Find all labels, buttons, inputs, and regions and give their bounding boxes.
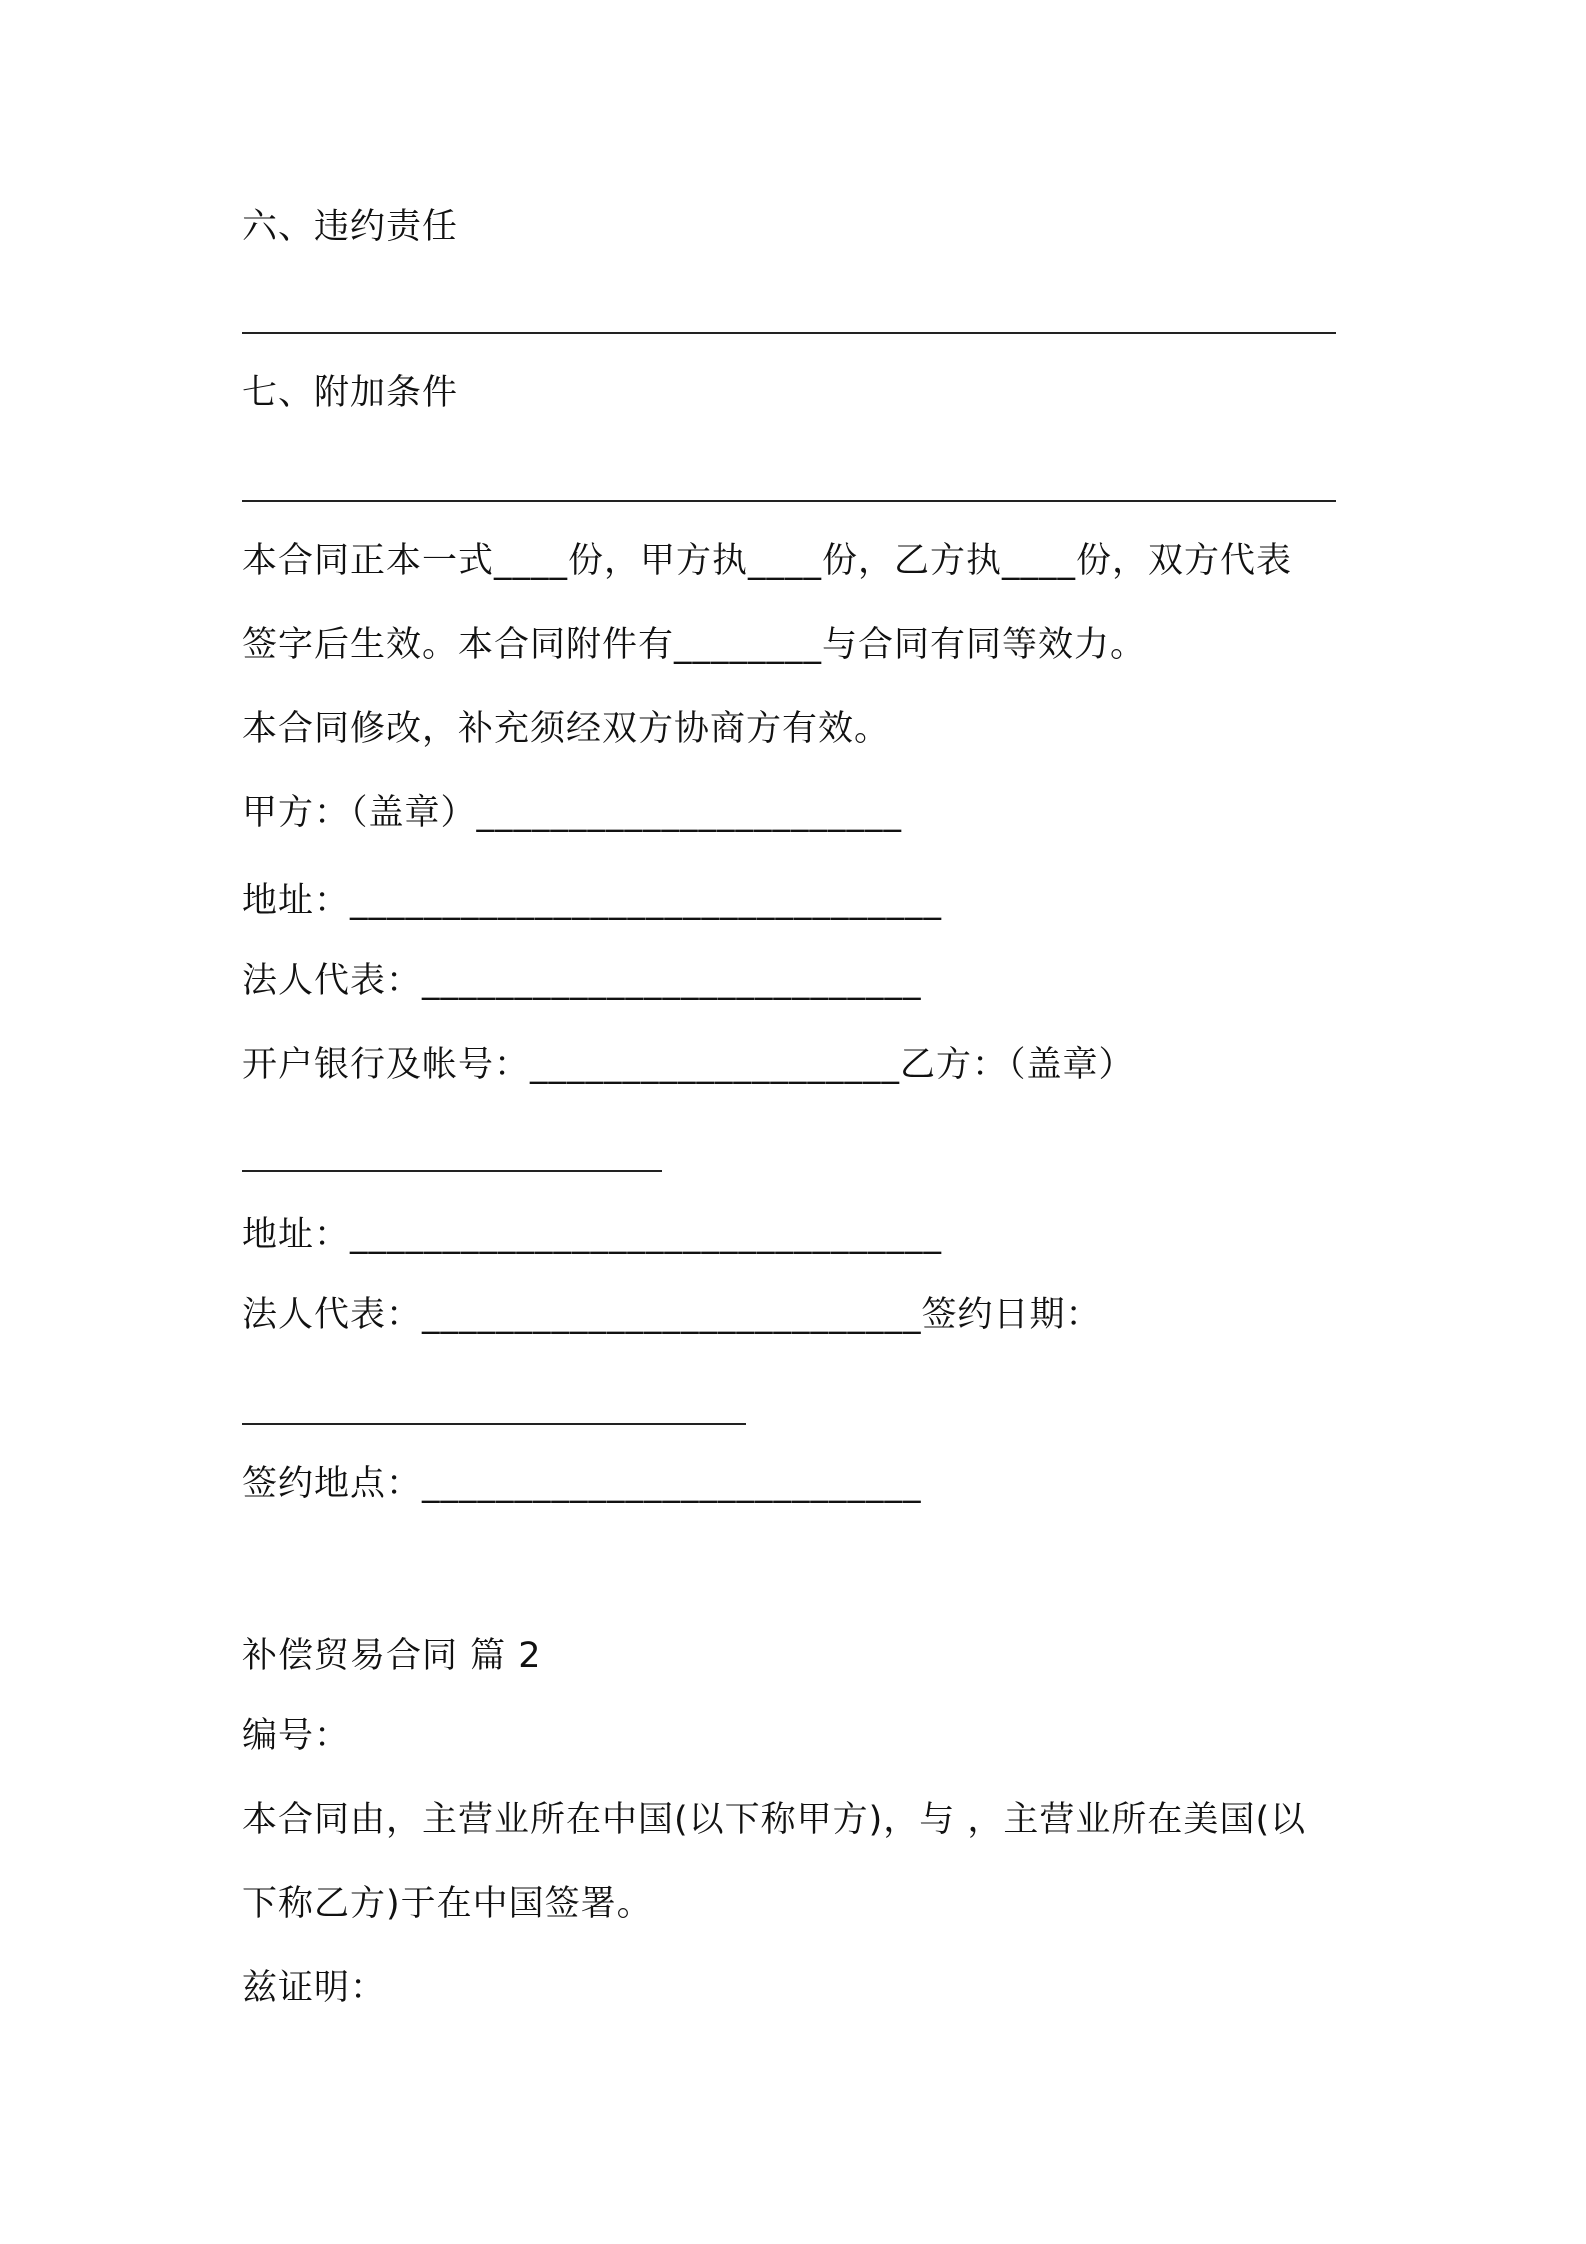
contract-2-intro-line-1: 本合同由，主营业所在中国(以下称甲方)，与 ，主营业所在美国(以 [242, 1800, 1307, 1840]
party-a-address-field: 地址：________________________________ [242, 881, 943, 921]
contract-2-intro-line-2: 下称乙方)于在中国签署。 [242, 1884, 653, 1924]
section-7-blank-line [242, 500, 1336, 502]
contract-2-witness: 兹证明： [242, 1968, 387, 2008]
sign-date-blank-line [242, 1423, 746, 1425]
party-a-legal-rep-field: 法人代表：___________________________ [242, 961, 922, 1001]
party-b-address-field: 地址：________________________________ [242, 1215, 943, 1255]
amendment-clause: 本合同修改，补充须经双方协商方有效。 [242, 709, 891, 749]
party-b-legal-rep-and-date: 法人代表：___________________________签约日期： [242, 1295, 1102, 1335]
copies-clause-line-2: 签字后生效。本合同附件有________与合同有同等效力。 [242, 625, 1147, 665]
party-a-bank-and-party-b-seal: 开户银行及帐号：____________________乙方：（盖章） [242, 1045, 1135, 1085]
party-b-seal-blank-line [242, 1170, 662, 1172]
party-a-seal-field: 甲方：（盖章）_______________________ [242, 793, 903, 833]
section-7-heading: 七、附加条件 [242, 373, 459, 413]
contract-2-number: 编号： [242, 1716, 351, 1756]
contract-2-title: 补偿贸易合同 篇 2 [242, 1636, 542, 1676]
sign-place-field: 签约地点：___________________________ [242, 1464, 922, 1504]
section-6-blank-line [242, 332, 1336, 334]
section-6-heading: 六、违约责任 [242, 207, 459, 247]
copies-clause-line-1: 本合同正本一式____份，甲方执____份，乙方执____份，双方代表 [242, 541, 1293, 581]
